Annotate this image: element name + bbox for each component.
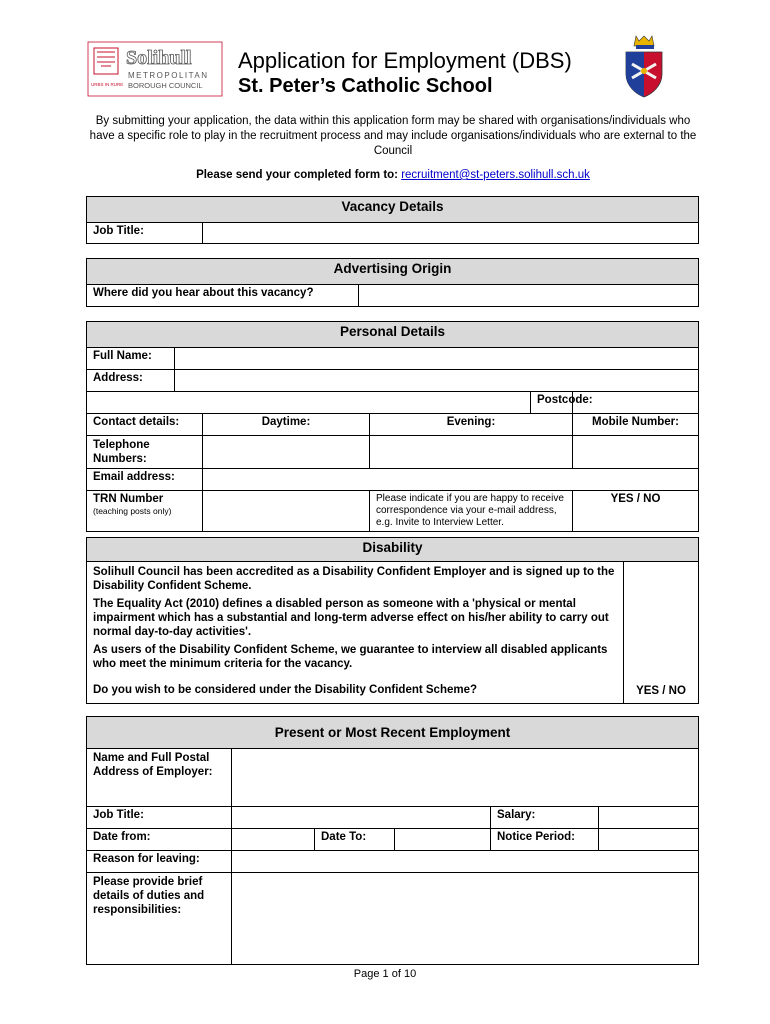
full-name-field[interactable]	[175, 348, 699, 370]
email-link[interactable]: recruitment@st-peters.solihull.sch.uk	[401, 169, 590, 181]
personal-details-table	[86, 321, 699, 532]
intro-text: By submitting your application, the data within this application form may be shared with organisations/individuals who have a specific role to play in the recruitment process and may include organisations/individuals who are external to the Council	[89, 115, 697, 157]
address-field-line2[interactable]	[87, 392, 531, 414]
solihull-council-logo	[88, 42, 222, 96]
school-crest-logo	[622, 34, 666, 98]
date-to-label: Date To:	[315, 829, 395, 851]
full-name-label: Full Name:	[87, 348, 175, 370]
logo-main-text: Solihull	[126, 47, 192, 69]
salary-label: Salary:	[491, 807, 599, 829]
disability-heading: Disability	[87, 538, 699, 562]
postcode-label: Postcode:	[531, 392, 573, 414]
duties-label: Please provide brief details of duties and responsibilities:	[87, 873, 232, 965]
send-label: Please send your completed form to:	[196, 169, 398, 181]
job-title-label: Job Title:	[87, 223, 203, 244]
disability-paragraph-1: Solihull Council has been accredited as a Disability Confident Employer and is signed up to the Disability Confident Scheme.	[93, 566, 615, 592]
trn-label: TRN Number	[93, 493, 164, 505]
notice-period-field[interactable]	[599, 829, 699, 851]
trn-note: (teaching posts only)	[93, 506, 172, 516]
vacancy-details-table	[86, 196, 699, 244]
email-field[interactable]	[203, 469, 699, 491]
evening-field[interactable]	[370, 436, 573, 469]
personal-heading: Personal Details	[87, 322, 699, 348]
address-label: Address:	[87, 370, 175, 392]
salary-field[interactable]	[599, 807, 699, 829]
address-field-line1[interactable]	[175, 370, 699, 392]
disability-table	[86, 537, 699, 704]
employment-table	[86, 716, 699, 965]
notice-period-label: Notice Period:	[491, 829, 599, 851]
vacancy-heading: Vacancy Details	[87, 197, 699, 223]
svg-text:BOROUGH COUNCIL: BOROUGH COUNCIL	[128, 81, 203, 90]
email-label: Email address:	[87, 469, 203, 491]
duties-field[interactable]	[232, 873, 699, 965]
telephone-label: Telephone Numbers:	[87, 436, 203, 469]
send-instructions	[88, 169, 698, 181]
vacancy-source-field[interactable]	[359, 285, 699, 307]
employer-field[interactable]	[232, 749, 699, 807]
employer-label: Name and Full Postal Address of Employer:	[87, 749, 232, 807]
correspondence-yes-no[interactable]: YES / NO	[573, 491, 699, 532]
daytime-field[interactable]	[203, 436, 370, 469]
evening-label: Evening:	[370, 414, 573, 436]
mobile-label: Mobile Number:	[573, 414, 699, 436]
date-to-field[interactable]	[395, 829, 491, 851]
date-from-field[interactable]	[232, 829, 315, 851]
school-name: St. Peter’s Catholic School	[238, 75, 493, 97]
disability-paragraph-3: As users of the Disability Confident Scheme, we guarantee to interview all disabled applicants who meet the minimum criteria for the vacancy.	[93, 644, 608, 670]
document-title: Application for Employment (DBS)	[238, 48, 572, 73]
disability-yes-no[interactable]: YES / NO	[624, 562, 699, 704]
date-from-label: Date from:	[87, 829, 232, 851]
advertising-origin-table	[86, 258, 699, 307]
contact-details-label: Contact details:	[87, 414, 203, 436]
mobile-field[interactable]	[573, 436, 699, 469]
advertising-heading: Advertising Origin	[87, 259, 699, 285]
svg-text:URBS IN RURE: URBS IN RURE	[91, 82, 124, 87]
disability-question: Do you wish to be considered under the Disability Confident Scheme?	[93, 684, 478, 696]
page-number: Page 1 of 10	[353, 968, 417, 980]
employment-heading: Present or Most Recent Employment	[87, 717, 699, 749]
svg-text:METROPOLITAN: METROPOLITAN	[128, 71, 209, 80]
employment-job-title-field[interactable]	[232, 807, 491, 829]
daytime-label: Daytime:	[203, 414, 370, 436]
vacancy-source-label: Where did you hear about this vacancy?	[87, 285, 359, 307]
employment-job-title-label: Job Title:	[87, 807, 232, 829]
reason-leaving-field[interactable]	[232, 851, 699, 873]
job-title-field[interactable]	[203, 223, 699, 244]
reason-leaving-label: Reason for leaving:	[87, 851, 232, 873]
trn-field[interactable]	[203, 491, 370, 532]
disability-paragraph-2: The Equality Act (2010) defines a disabled person as someone with a 'physical or mental impairment which has a substantial and long-term adverse effect on his/her ability to carry out normal day-to-day activities'.	[93, 598, 609, 638]
correspondence-note: Please indicate if you are happy to receive correspondence via your e-mail address, e.g. Invite to Interview Letter.	[370, 491, 573, 532]
